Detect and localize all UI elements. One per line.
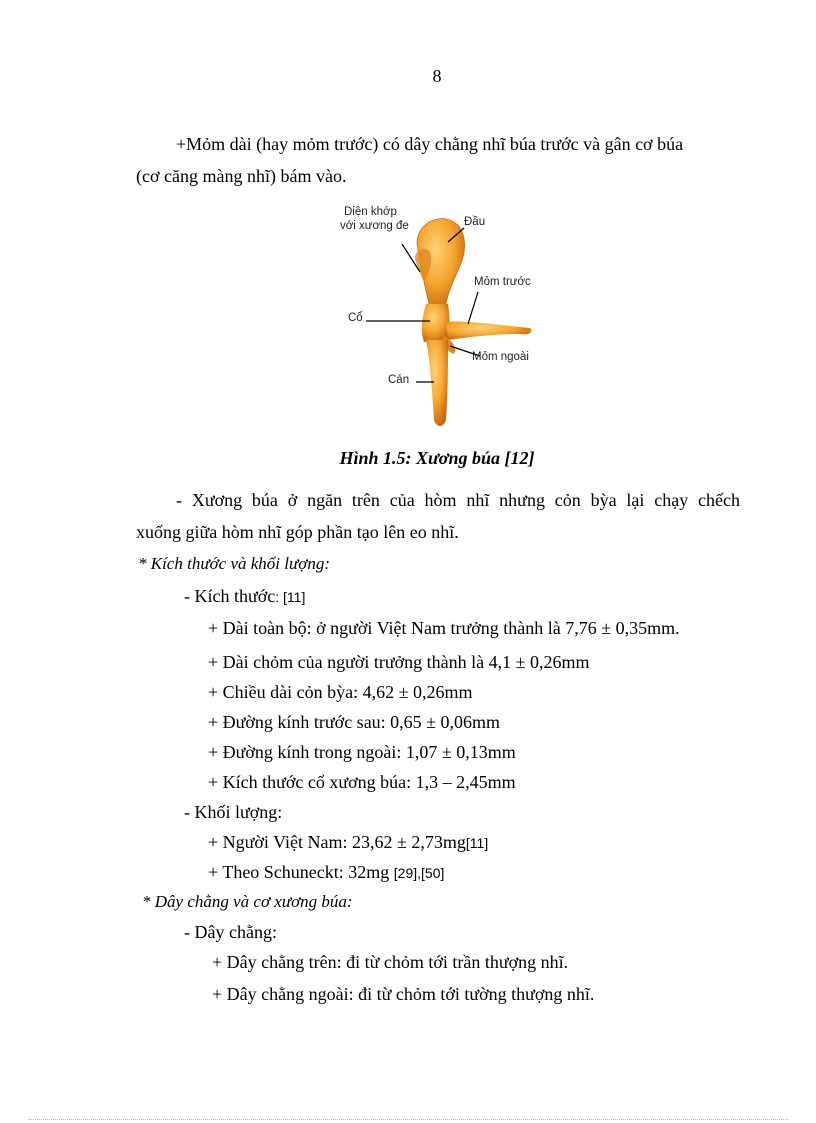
weight-item-ref: [11]	[465, 835, 489, 851]
size-item: + Dài toàn bộ: ở người Việt Nam trưởng thành là 7,76 ± 0,35mm.	[208, 618, 680, 638]
weight-item-text: + Người Việt Nam: 23,62 ± 2,73mg	[208, 832, 466, 852]
label-co: Cổ	[348, 312, 363, 324]
weight-item-text: + Theo Schuneckt: 32mg	[208, 862, 394, 882]
size-item: + Đường kính trước sau: 0,65 ± 0,06mm	[208, 712, 501, 732]
ligament-item: + Dây chằng ngoài: đi từ chỏm tới tường thượng nhĩ.	[212, 984, 595, 1004]
label-mom-ngoai: Mỏm ngoài	[472, 351, 529, 363]
size-item: + Chiều dài cỏn bỳa: 4,62 ± 0,26mm	[208, 682, 473, 702]
weight-item	[208, 826, 488, 859]
kich-thuoc-label	[184, 580, 305, 613]
section-ligament-heading: * Dây chằng và cơ xương búa:	[142, 892, 353, 911]
ligament-item: + Dây chằng trên: đi từ chỏm tới trần thượng nhĩ.	[212, 952, 569, 972]
kich-thuoc-text: - Kích thước	[184, 586, 276, 606]
malleus-illustration	[330, 200, 550, 435]
intro-line-1: +Mỏm dài (hay mỏm trước) có dây chằng nhĩ búa trước và gân cơ búa	[176, 134, 684, 154]
section-size-heading: * Kích thước và khối lượng:	[138, 554, 331, 573]
label-can: Cán	[388, 374, 410, 386]
day-chang-label: - Dây chằng:	[184, 922, 277, 942]
figure-caption: Hình 1.5: Xương búa [12]	[339, 448, 535, 468]
description-line-2: xuống giữa hòm nhĩ góp phần tạo lên eo nhĩ.	[136, 522, 459, 542]
label-mom-truoc: Mỏm trước	[474, 276, 531, 288]
description-line-1: - Xương búa ở ngăn trên của hòm nhĩ nhưng cỏn bỳa lại chạy chếch	[176, 490, 740, 510]
khoi-luong-label: - Khối lượng:	[184, 802, 283, 822]
intro-line-2: (cơ căng màng nhĩ) bám vào.	[136, 166, 347, 186]
label-dien-khop-1: Diện khớp	[344, 206, 397, 218]
label-dau: Đầu	[464, 216, 486, 228]
page-number: 8	[432, 66, 442, 86]
size-item: + Kích thước cổ xương búa: 1,3 – 2,45mm	[208, 772, 516, 792]
weight-item-ref: [29],[50]	[393, 865, 445, 881]
kich-thuoc-ref: : [11]	[275, 589, 306, 605]
size-item: + Đường kính trong ngoài: 1,07 ± 0,13mm	[208, 742, 516, 762]
label-dien-khop-2: với xương đe	[340, 220, 409, 232]
weight-item	[208, 856, 444, 889]
size-item: + Dài chỏm của người trưởng thành là 4,1 ± 0,26mm	[208, 652, 590, 672]
page-bottom-border	[28, 1119, 788, 1120]
leader-mom-truoc	[468, 292, 478, 324]
malleus-figure	[330, 200, 550, 435]
